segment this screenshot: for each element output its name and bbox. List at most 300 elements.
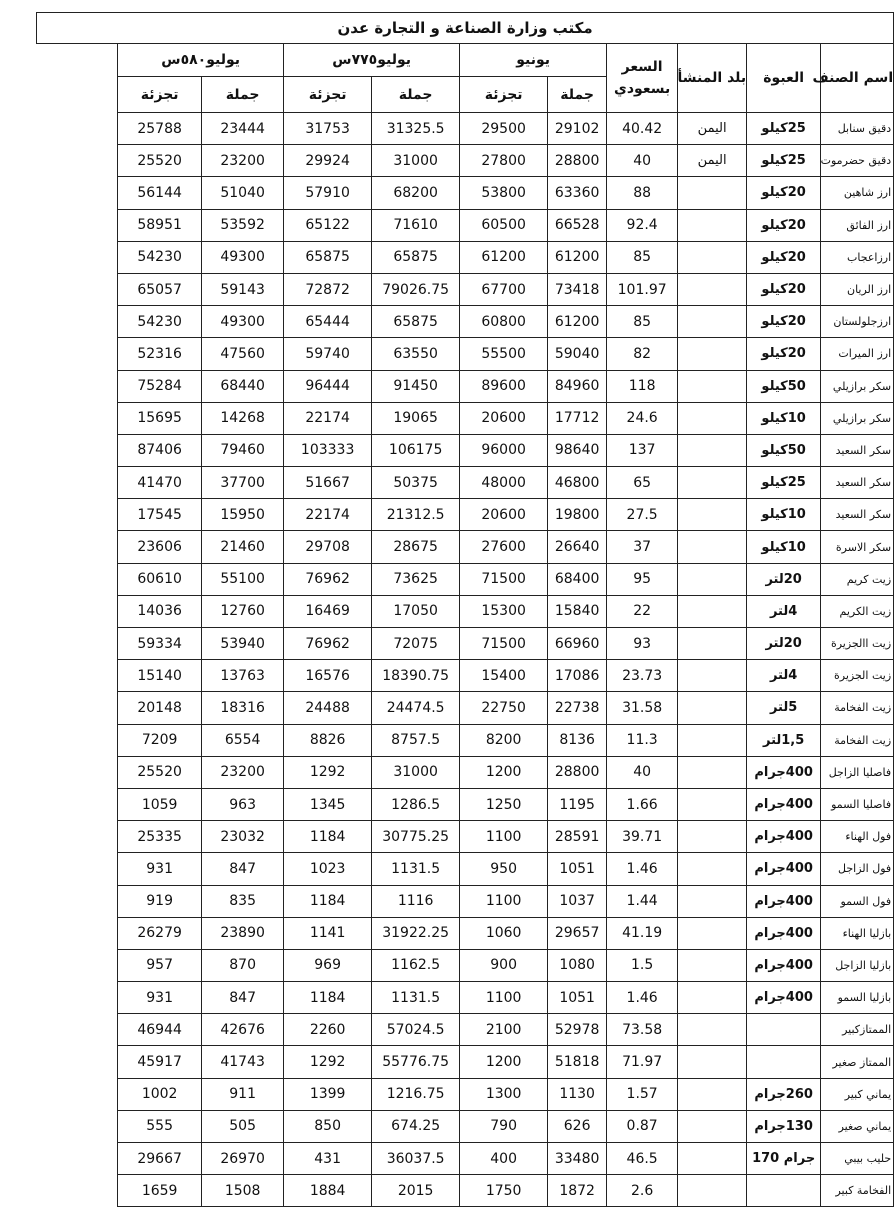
july775-wholesale-cell: 1131.5 xyxy=(372,982,460,1014)
july580-retail-cell: 1659 xyxy=(118,1175,202,1207)
table-row xyxy=(37,949,894,981)
july775-wholesale-cell: 31000 xyxy=(372,756,460,788)
table-row xyxy=(37,209,894,241)
item-name-cell: فاصليا السمو xyxy=(821,788,894,820)
june-retail-cell: 8200 xyxy=(460,724,548,756)
item-name-cell: بازليا السمو xyxy=(821,982,894,1014)
july580-retail-cell: 1002 xyxy=(118,1078,202,1110)
july580-retail-cell: 75284 xyxy=(118,370,202,402)
june-wholesale-cell: 17086 xyxy=(548,660,607,692)
package-size-cell: 20لتر xyxy=(747,628,821,660)
table-row xyxy=(37,628,894,660)
table-row xyxy=(37,531,894,563)
july775-retail-cell: 103333 xyxy=(284,434,372,466)
july580-retail-cell: 59334 xyxy=(118,628,202,660)
package-size-cell: 20كيلو xyxy=(747,306,821,338)
july775-wholesale-cell: 72075 xyxy=(372,628,460,660)
origin-country-cell xyxy=(678,273,747,305)
june-retail-cell: 900 xyxy=(460,949,548,981)
june-retail-cell: 89600 xyxy=(460,370,548,402)
item-name-cell: ارزاعجاب xyxy=(821,241,894,273)
origin-country-cell xyxy=(678,724,747,756)
july775-retail-cell: 1184 xyxy=(284,982,372,1014)
june-wholesale-cell: 29102 xyxy=(548,113,607,145)
table-row xyxy=(37,1078,894,1110)
july580-wholesale-cell: 18316 xyxy=(202,692,284,724)
package-size-cell: 400جرام xyxy=(747,821,821,853)
table-row xyxy=(37,467,894,499)
table-row xyxy=(37,788,894,820)
price-sar-cell: 1.46 xyxy=(607,853,678,885)
table-row xyxy=(37,273,894,305)
package-size-cell: 400جرام xyxy=(747,756,821,788)
col-pack-header: العبوة xyxy=(747,44,821,113)
june-retail-cell: 15300 xyxy=(460,595,548,627)
july775-retail-cell: 29924 xyxy=(284,145,372,177)
june-retail-cell: 1100 xyxy=(460,821,548,853)
july775-retail-cell: 1399 xyxy=(284,1078,372,1110)
june-wholesale-cell: 1195 xyxy=(548,788,607,820)
package-size-cell: 1,5لتر xyxy=(747,724,821,756)
origin-country-cell xyxy=(678,788,747,820)
july775-retail-cell: 1184 xyxy=(284,885,372,917)
price-sar-cell: 93 xyxy=(607,628,678,660)
june-wholesale-cell: 59040 xyxy=(548,338,607,370)
item-name-cell: فول السمو xyxy=(821,885,894,917)
price-sar-cell: 101.97 xyxy=(607,273,678,305)
table-row xyxy=(37,1014,894,1046)
june-retail-cell: 1100 xyxy=(460,885,548,917)
table-row xyxy=(37,821,894,853)
origin-country-cell xyxy=(678,370,747,402)
package-size-cell: 50كيلو xyxy=(747,370,821,402)
col-name-header: اسم الصنف xyxy=(821,44,894,113)
table-row xyxy=(37,917,894,949)
july775-retail-cell: 57910 xyxy=(284,177,372,209)
origin-country-cell xyxy=(678,628,747,660)
table-row xyxy=(37,1110,894,1142)
july580-wholesale-cell: 911 xyxy=(202,1078,284,1110)
june-retail-cell: 2100 xyxy=(460,1014,548,1046)
origin-country-cell xyxy=(678,917,747,949)
package-size-cell: 20لتر xyxy=(747,563,821,595)
june-retail-cell: 790 xyxy=(460,1110,548,1142)
july580-retail-cell: 1059 xyxy=(118,788,202,820)
july775-wholesale-cell: 1131.5 xyxy=(372,853,460,885)
table-row xyxy=(37,241,894,273)
july775-wholesale-cell: 65875 xyxy=(372,306,460,338)
july580-wholesale-cell: 23032 xyxy=(202,821,284,853)
item-name-cell: سكر السعيد xyxy=(821,499,894,531)
july775-wholesale-cell: 31325.5 xyxy=(372,113,460,145)
table-row xyxy=(37,563,894,595)
june-wholesale-cell: 29657 xyxy=(548,917,607,949)
june-wholesale-cell: 63360 xyxy=(548,177,607,209)
origin-country-cell xyxy=(678,499,747,531)
july580-retail-cell: 919 xyxy=(118,885,202,917)
package-size-cell: 400جرام xyxy=(747,949,821,981)
price-sar-cell: 85 xyxy=(607,241,678,273)
july580-wholesale-cell: 1508 xyxy=(202,1175,284,1207)
july775-wholesale-cell: 57024.5 xyxy=(372,1014,460,1046)
june-wholesale-cell: 98640 xyxy=(548,434,607,466)
item-name-cell: فاصليا الزاجل xyxy=(821,756,894,788)
june-wholesale-cell: 66960 xyxy=(548,628,607,660)
package-size-cell: 130جرام xyxy=(747,1110,821,1142)
june-retail-cell: 1200 xyxy=(460,1046,548,1078)
price-sar-cell: 31.58 xyxy=(607,692,678,724)
table-row xyxy=(37,434,894,466)
july775-wholesale-cell: 79026.75 xyxy=(372,273,460,305)
item-name-cell: زيت الكريم xyxy=(821,595,894,627)
june-retail-cell: 22750 xyxy=(460,692,548,724)
col-origin-header: بلد المنشأ xyxy=(678,44,747,113)
june-retail-cell: 61200 xyxy=(460,241,548,273)
july775-wholesale-cell: 17050 xyxy=(372,595,460,627)
origin-country-cell xyxy=(678,563,747,595)
june-wholesale-cell: 66528 xyxy=(548,209,607,241)
price-table xyxy=(36,12,894,1207)
june-wholesale-cell: 28800 xyxy=(548,756,607,788)
july775-wholesale-cell: 21312.5 xyxy=(372,499,460,531)
price-sar-cell: 1.66 xyxy=(607,788,678,820)
origin-country-cell: اليمن xyxy=(678,113,747,145)
july580-wholesale-header: جملة xyxy=(202,77,284,113)
july775-retail-cell: 850 xyxy=(284,1110,372,1142)
july775-retail-cell: 1292 xyxy=(284,1046,372,1078)
item-name-cell: الممتاز صغير xyxy=(821,1046,894,1078)
july775-wholesale-cell: 106175 xyxy=(372,434,460,466)
july775-retail-cell: 65444 xyxy=(284,306,372,338)
july580-wholesale-cell: 49300 xyxy=(202,306,284,338)
july775-retail-cell: 65122 xyxy=(284,209,372,241)
package-size-cell: 400جرام xyxy=(747,982,821,1014)
package-size-cell: 10كيلو xyxy=(747,531,821,563)
july580-retail-cell: 45917 xyxy=(118,1046,202,1078)
june-wholesale-cell: 22738 xyxy=(548,692,607,724)
july775-wholesale-cell: 91450 xyxy=(372,370,460,402)
july775-retail-cell: 51667 xyxy=(284,467,372,499)
price-sar-cell: 118 xyxy=(607,370,678,402)
july580-wholesale-cell: 14268 xyxy=(202,402,284,434)
july775-wholesale-cell: 1116 xyxy=(372,885,460,917)
july580-wholesale-cell: 13763 xyxy=(202,660,284,692)
item-name-cell: بازليا الهناء xyxy=(821,917,894,949)
june-wholesale-cell: 84960 xyxy=(548,370,607,402)
july580-retail-cell: 931 xyxy=(118,982,202,1014)
july580-retail-cell: 25788 xyxy=(118,113,202,145)
package-size-cell: 260جرام xyxy=(747,1078,821,1110)
july580-wholesale-cell: 870 xyxy=(202,949,284,981)
july775-retail-cell: 1184 xyxy=(284,821,372,853)
june-retail-cell: 950 xyxy=(460,853,548,885)
table-row xyxy=(37,724,894,756)
july580-retail-cell: 20148 xyxy=(118,692,202,724)
package-size-cell: 20كيلو xyxy=(747,241,821,273)
june-wholesale-cell: 46800 xyxy=(548,467,607,499)
june-retail-cell: 15400 xyxy=(460,660,548,692)
june-retail-cell: 55500 xyxy=(460,338,548,370)
table-row xyxy=(37,113,894,145)
price-sar-cell: 1.46 xyxy=(607,982,678,1014)
july580-retail-cell: 60610 xyxy=(118,563,202,595)
package-size-cell: 25كيلو xyxy=(747,145,821,177)
july775-wholesale-cell: 8757.5 xyxy=(372,724,460,756)
july580-retail-cell: 25335 xyxy=(118,821,202,853)
item-name-cell: ارز شاهين xyxy=(821,177,894,209)
origin-country-cell xyxy=(678,982,747,1014)
july775-wholesale-cell: 31922.25 xyxy=(372,917,460,949)
june-retail-cell: 96000 xyxy=(460,434,548,466)
origin-country-cell xyxy=(678,434,747,466)
package-size-cell: 25كيلو xyxy=(747,113,821,145)
july775-retail-cell: 1141 xyxy=(284,917,372,949)
origin-country-cell xyxy=(678,949,747,981)
table-row xyxy=(37,1046,894,1078)
period-june-header: يونيو xyxy=(460,44,607,77)
item-name-cell: ارزجلولستان xyxy=(821,306,894,338)
july775-wholesale-cell: 1162.5 xyxy=(372,949,460,981)
june-retail-cell: 27800 xyxy=(460,145,548,177)
june-retail-cell: 60500 xyxy=(460,209,548,241)
july580-retail-cell: 29667 xyxy=(118,1143,202,1175)
table-row xyxy=(37,499,894,531)
july775-wholesale-cell: 65875 xyxy=(372,241,460,273)
july775-retail-cell: 16469 xyxy=(284,595,372,627)
package-size-cell: 20كيلو xyxy=(747,209,821,241)
july580-retail-cell: 54230 xyxy=(118,306,202,338)
price-sar-cell: 92.4 xyxy=(607,209,678,241)
june-retail-cell: 1200 xyxy=(460,756,548,788)
package-size-cell: 10كيلو xyxy=(747,402,821,434)
package-size-cell: 10كيلو xyxy=(747,499,821,531)
july775-retail-cell: 65875 xyxy=(284,241,372,273)
july775-wholesale-cell: 36037.5 xyxy=(372,1143,460,1175)
item-name-cell: زيت الجزيرة xyxy=(821,660,894,692)
july775-retail-cell: 22174 xyxy=(284,499,372,531)
june-wholesale-cell: 52978 xyxy=(548,1014,607,1046)
price-sar-cell: 24.6 xyxy=(607,402,678,434)
origin-country-cell: اليمن xyxy=(678,145,747,177)
item-name-cell: زيت الفخامة xyxy=(821,724,894,756)
july580-retail-cell: 41470 xyxy=(118,467,202,499)
june-wholesale-cell: 8136 xyxy=(548,724,607,756)
item-name-cell: الممتازكبير xyxy=(821,1014,894,1046)
item-name-cell: يماني صغير xyxy=(821,1110,894,1142)
price-sar-cell: 1.57 xyxy=(607,1078,678,1110)
price-sar-cell: 46.5 xyxy=(607,1143,678,1175)
package-size-cell: 400جرام xyxy=(747,788,821,820)
item-name-cell: سكر الاسرة xyxy=(821,531,894,563)
origin-country-cell xyxy=(678,1046,747,1078)
june-wholesale-cell: 61200 xyxy=(548,241,607,273)
origin-country-cell xyxy=(678,338,747,370)
july580-retail-cell: 52316 xyxy=(118,338,202,370)
july580-wholesale-cell: 42676 xyxy=(202,1014,284,1046)
july775-retail-cell: 96444 xyxy=(284,370,372,402)
july580-wholesale-cell: 21460 xyxy=(202,531,284,563)
july580-retail-cell: 58951 xyxy=(118,209,202,241)
july775-retail-header: تجزئة xyxy=(284,77,372,113)
item-name-cell: زيت الفخامة xyxy=(821,692,894,724)
june-retail-cell: 48000 xyxy=(460,467,548,499)
table-row xyxy=(37,402,894,434)
july580-retail-cell: 931 xyxy=(118,853,202,885)
package-size-cell: 20كيلو xyxy=(747,177,821,209)
package-size-cell: 400جرام xyxy=(747,885,821,917)
item-name-cell: ارز الميرات xyxy=(821,338,894,370)
origin-country-cell xyxy=(678,209,747,241)
july775-wholesale-cell: 50375 xyxy=(372,467,460,499)
table-row xyxy=(37,853,894,885)
june-wholesale-cell: 1872 xyxy=(548,1175,607,1207)
item-name-cell: دقيق حضرموت xyxy=(821,145,894,177)
origin-country-cell xyxy=(678,467,747,499)
table-row xyxy=(37,306,894,338)
june-wholesale-cell: 33480 xyxy=(548,1143,607,1175)
july775-wholesale-cell: 24474.5 xyxy=(372,692,460,724)
july775-wholesale-cell: 71610 xyxy=(372,209,460,241)
july580-wholesale-cell: 79460 xyxy=(202,434,284,466)
june-retail-cell: 27600 xyxy=(460,531,548,563)
july775-retail-cell: 431 xyxy=(284,1143,372,1175)
price-sar-cell: 1.44 xyxy=(607,885,678,917)
price-sar-cell: 39.71 xyxy=(607,821,678,853)
package-size-cell: 20كيلو xyxy=(747,273,821,305)
item-name-cell: سكر السعيد xyxy=(821,434,894,466)
june-wholesale-cell: 626 xyxy=(548,1110,607,1142)
july580-retail-cell: 23606 xyxy=(118,531,202,563)
july775-wholesale-cell: 2015 xyxy=(372,1175,460,1207)
june-wholesale-cell: 1037 xyxy=(548,885,607,917)
june-wholesale-cell: 61200 xyxy=(548,306,607,338)
price-sar-cell: 27.5 xyxy=(607,499,678,531)
july580-retail-cell: 65057 xyxy=(118,273,202,305)
july775-wholesale-cell: 68200 xyxy=(372,177,460,209)
origin-country-cell xyxy=(678,853,747,885)
table-row xyxy=(37,660,894,692)
july580-wholesale-cell: 847 xyxy=(202,853,284,885)
june-retail-cell: 71500 xyxy=(460,628,548,660)
july775-wholesale-cell: 18390.75 xyxy=(372,660,460,692)
july580-wholesale-cell: 68440 xyxy=(202,370,284,402)
package-size-cell: 400جرام xyxy=(747,917,821,949)
june-wholesale-cell: 19800 xyxy=(548,499,607,531)
july580-wholesale-cell: 55100 xyxy=(202,563,284,595)
period-july580-header: يوليو٥٨٠س xyxy=(118,44,284,77)
package-size-cell: 5لتر xyxy=(747,692,821,724)
july775-retail-cell: 1023 xyxy=(284,853,372,885)
origin-country-cell xyxy=(678,1110,747,1142)
july580-wholesale-cell: 51040 xyxy=(202,177,284,209)
origin-country-cell xyxy=(678,177,747,209)
july775-wholesale-cell: 31000 xyxy=(372,145,460,177)
item-name-cell: سكر برازيلي xyxy=(821,402,894,434)
item-name-cell: زيت االجزيرة xyxy=(821,628,894,660)
price-sar-cell: 40 xyxy=(607,145,678,177)
july580-retail-cell: 14036 xyxy=(118,595,202,627)
july775-retail-cell: 2260 xyxy=(284,1014,372,1046)
july580-retail-header: تجزئة xyxy=(118,77,202,113)
package-size-cell: 50كيلو xyxy=(747,434,821,466)
item-name-cell: فول الزاجل xyxy=(821,853,894,885)
item-name-cell: دقيق سنابل xyxy=(821,113,894,145)
july775-retail-cell: 59740 xyxy=(284,338,372,370)
price-sar-cell: 71.97 xyxy=(607,1046,678,1078)
june-retail-cell: 71500 xyxy=(460,563,548,595)
july580-wholesale-cell: 23200 xyxy=(202,756,284,788)
item-name-cell: يماني كبير xyxy=(821,1078,894,1110)
july775-wholesale-cell: 1216.75 xyxy=(372,1078,460,1110)
origin-country-cell xyxy=(678,1143,747,1175)
july775-retail-cell: 76962 xyxy=(284,563,372,595)
sheet-title: مكتب وزارة الصناعة و التجارة عدن xyxy=(37,13,894,44)
package-size-cell: 4لتر xyxy=(747,595,821,627)
package-size-cell xyxy=(747,1014,821,1046)
origin-country-cell xyxy=(678,756,747,788)
june-wholesale-cell: 1051 xyxy=(548,853,607,885)
july580-wholesale-cell: 847 xyxy=(202,982,284,1014)
price-sar-cell: 65 xyxy=(607,467,678,499)
july775-wholesale-header: جملة xyxy=(372,77,460,113)
item-name-cell: بازليا الزاجل xyxy=(821,949,894,981)
item-name-cell: زيت كريم xyxy=(821,563,894,595)
price-sar-cell: 40.42 xyxy=(607,113,678,145)
june-wholesale-cell: 28591 xyxy=(548,821,607,853)
origin-country-cell xyxy=(678,531,747,563)
june-wholesale-cell: 17712 xyxy=(548,402,607,434)
price-sar-cell: 137 xyxy=(607,434,678,466)
june-retail-cell: 1060 xyxy=(460,917,548,949)
july775-wholesale-cell: 1286.5 xyxy=(372,788,460,820)
june-retail-cell: 1750 xyxy=(460,1175,548,1207)
july580-retail-cell: 555 xyxy=(118,1110,202,1142)
origin-country-cell xyxy=(678,692,747,724)
table-row xyxy=(37,595,894,627)
origin-country-cell xyxy=(678,1078,747,1110)
price-sar-cell: 85 xyxy=(607,306,678,338)
june-wholesale-cell: 15840 xyxy=(548,595,607,627)
table-row xyxy=(37,1175,894,1207)
july580-retail-cell: 15695 xyxy=(118,402,202,434)
june-retail-cell: 20600 xyxy=(460,499,548,531)
july580-wholesale-cell: 23890 xyxy=(202,917,284,949)
table-row xyxy=(37,145,894,177)
package-size-cell: 25كيلو xyxy=(747,467,821,499)
june-wholesale-cell: 28800 xyxy=(548,145,607,177)
july580-retail-cell: 25520 xyxy=(118,145,202,177)
origin-country-cell xyxy=(678,402,747,434)
july580-wholesale-cell: 835 xyxy=(202,885,284,917)
price-sar-cell: 95 xyxy=(607,563,678,595)
july580-wholesale-cell: 6554 xyxy=(202,724,284,756)
origin-country-cell xyxy=(678,306,747,338)
price-sar-cell: 1.5 xyxy=(607,949,678,981)
june-retail-header: تجزئة xyxy=(460,77,548,113)
price-sar-cell: 2.6 xyxy=(607,1175,678,1207)
table-row xyxy=(37,370,894,402)
july580-retail-cell: 15140 xyxy=(118,660,202,692)
june-wholesale-cell: 73418 xyxy=(548,273,607,305)
june-retail-cell: 1250 xyxy=(460,788,548,820)
july580-wholesale-cell: 49300 xyxy=(202,241,284,273)
july580-wholesale-cell: 12760 xyxy=(202,595,284,627)
june-wholesale-header: جملة xyxy=(548,77,607,113)
july775-retail-cell: 29708 xyxy=(284,531,372,563)
june-retail-cell: 53800 xyxy=(460,177,548,209)
july775-retail-cell: 8826 xyxy=(284,724,372,756)
july580-retail-cell: 7209 xyxy=(118,724,202,756)
